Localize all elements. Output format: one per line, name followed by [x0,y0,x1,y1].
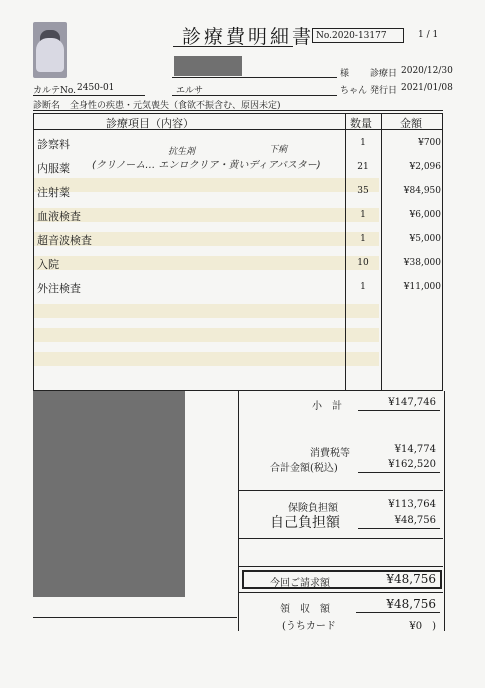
received-label: 領 収 額 [280,604,330,615]
card-value: ¥0 ) [409,621,436,632]
stripe [34,256,379,270]
header-divider [34,129,442,130]
billing-label: 今回ご請求額 [270,578,330,589]
diagnosis-label: 診断名 [33,101,61,111]
row-item: 診察料 [37,138,70,151]
self-pay-underline [358,528,440,529]
column-divider [345,114,346,390]
diagnosis: 全身性の疾患・元気喪失（食欲不振含む、原因未定) [70,101,281,111]
billing-value: ¥48,756 [386,572,436,586]
total-underline [358,472,440,473]
row-item: 内服薬 [37,162,70,175]
visit-date-label: 診療日 [370,69,398,79]
stripe [34,178,379,192]
totals-panel [238,391,445,631]
row-item: 注射薬 [37,186,70,199]
subtotal-value: ¥147,746 [388,397,436,408]
row-amount: ¥84,950 [403,186,441,196]
page-number: 1 / 1 [418,30,439,40]
row-qty: 1 [360,138,366,148]
visit-date: 2020/12/30 [401,66,453,76]
total-label: 合計金額(税込) [270,463,338,474]
self-pay-label: 自己負担額 [270,515,340,531]
pet-name: エルサ [176,86,204,96]
title-underline [173,46,293,47]
document-title: 診療費明細書 [182,26,315,48]
row-amount: ¥38,000 [403,258,441,268]
pet-suffix: ちゃん [340,86,368,96]
chart-no-label: カルテNo. [33,86,76,96]
stripe [34,208,379,222]
insurance-label: 保険負担額 [288,503,338,514]
self-pay-value: ¥48,756 [394,515,436,526]
stripe [34,328,379,342]
totals-divider [238,538,443,539]
redacted-clinic-info [33,391,185,597]
received-value: ¥48,756 [386,597,436,611]
total-value: ¥162,520 [388,459,436,470]
totals-divider [238,566,443,567]
row-amount: ¥700 [418,138,441,148]
row-item: 外注検査 [37,282,81,295]
totals-divider [238,490,443,491]
chart-no-underline [33,95,145,96]
chart-no: 2450-01 [77,83,115,93]
card-label: (うちカード [282,621,336,632]
row-qty: 10 [357,258,369,268]
handwritten-medicine-note: (クリノーム… エンロクリア・黄いディアバスター) [92,160,321,171]
row-amount: ¥5,000 [409,234,441,244]
owner-underline [172,77,337,78]
row-qty: 1 [360,234,366,244]
header-amount: 金額 [400,117,422,130]
tax-value: ¥14,774 [394,444,436,455]
row-item: 入院 [37,258,59,271]
row-qty: 21 [357,162,369,172]
stripe [34,304,379,318]
handwritten-antibiotic-note: 抗生剤 [168,147,196,157]
tax-label: 消費税等 [310,448,350,459]
subtotal-label: 小 計 [312,401,342,412]
header-qty: 数量 [350,117,372,130]
row-qty: 1 [360,210,366,220]
row-amount: ¥11,000 [403,282,441,292]
row-item: 超音波検査 [37,234,92,247]
row-amount: ¥6,000 [409,210,441,220]
pet-underline [172,95,337,96]
insurance-value: ¥113,764 [388,499,436,510]
bottom-left-line [33,617,237,618]
pet-photo [33,22,67,78]
redacted-owner-name [174,56,242,76]
itemized-table [33,113,443,391]
totals-divider [238,592,443,593]
row-qty: 1 [360,282,366,292]
diagnosis-underline [33,110,443,111]
row-item: 血液検査 [37,210,81,223]
row-qty: 35 [357,186,369,196]
received-underline [356,612,440,613]
header-item: 診療項目（内容） [106,117,194,130]
stripe [34,352,379,366]
handwritten-diarrhea-note: 下痢 [269,145,288,155]
document-number: No.2020-13177 [312,28,404,43]
owner-suffix: 様 [340,69,350,79]
subtotal-underline [358,410,440,411]
issue-date-label: 発行日 [370,86,398,96]
issue-date: 2021/01/08 [401,83,453,93]
column-divider [381,114,382,390]
row-amount: ¥2,096 [409,162,441,172]
